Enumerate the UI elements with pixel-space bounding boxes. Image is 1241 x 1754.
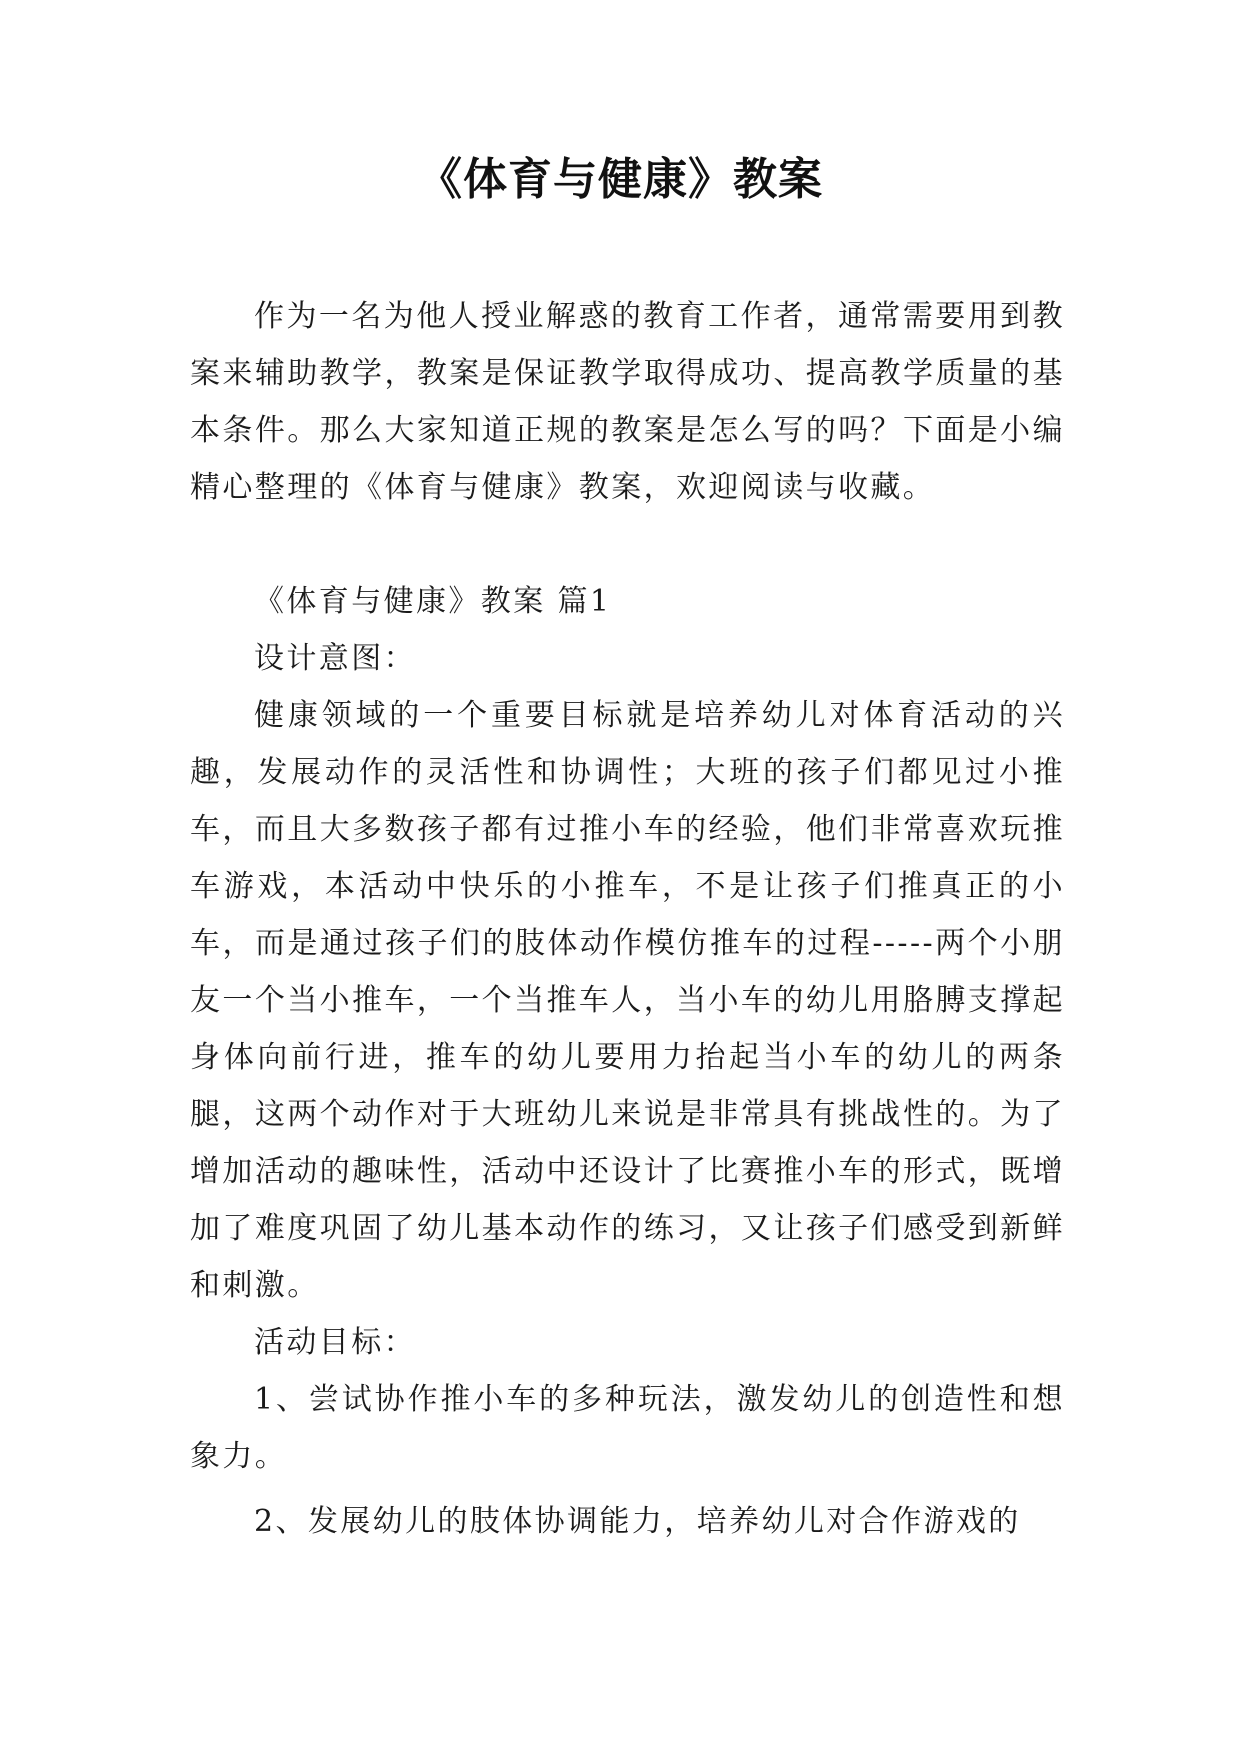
design-intent-label: 设计意图： <box>254 641 416 676</box>
goal-item-1: 1、尝试协作推小车的多种玩法，激发幼儿的创造性和想象力。 <box>190 1382 1065 1474</box>
document-title: 《体育与健康》教案 <box>418 154 823 205</box>
paragraph-gap <box>190 1485 1065 1493</box>
design-intent-paragraph: 健康领域的一个重要目标就是培养幼儿对体育活动的兴趣，发展动作的灵活性和协调性；大班的孩子们都见过小推车，而且大多数孩子都有过推小车的经验，他们非常喜欢玩推车游戏，本活动中快乐的小推车，不是让孩子们推真正的小车，而是通过孩子们的肢体动作模仿推车的过程-----两个小朋友一个当小推车，一个当推车人，当小车的幼儿用胳膊支撑起身体向前行进，推车的幼儿要用力抬起当小车的幼儿的两条腿，这两个动作对于大班幼儿来说是非常具有挑战性的。为了增加活动的趣味性，活动中还设计了比赛推小车的形式，既增加了难度巩固了幼儿基本动作的练习，又让孩子们感受到新鲜和刺激。 <box>190 698 1065 1303</box>
section-heading: 《体育与健康》教案 篇1 <box>254 584 612 619</box>
goal-item-2: 2、发展幼儿的肢体协调能力，培养幼儿对合作游戏的 <box>254 1504 1021 1539</box>
intro-paragraph: 作为一名为他人授业解惑的教育工作者，通常需要用到教案来辅助教学，教案是保证教学取得成功、提高教学质量的基本条件。那么大家知道正规的教案是怎么写的吗？下面是小编精心整理的《体育与健康》教案，欢迎阅读与收藏。 <box>190 299 1065 505</box>
goals-label: 活动目标： <box>254 1325 416 1360</box>
paragraph-spacer <box>190 516 1065 573</box>
document-body <box>190 288 1065 1550</box>
